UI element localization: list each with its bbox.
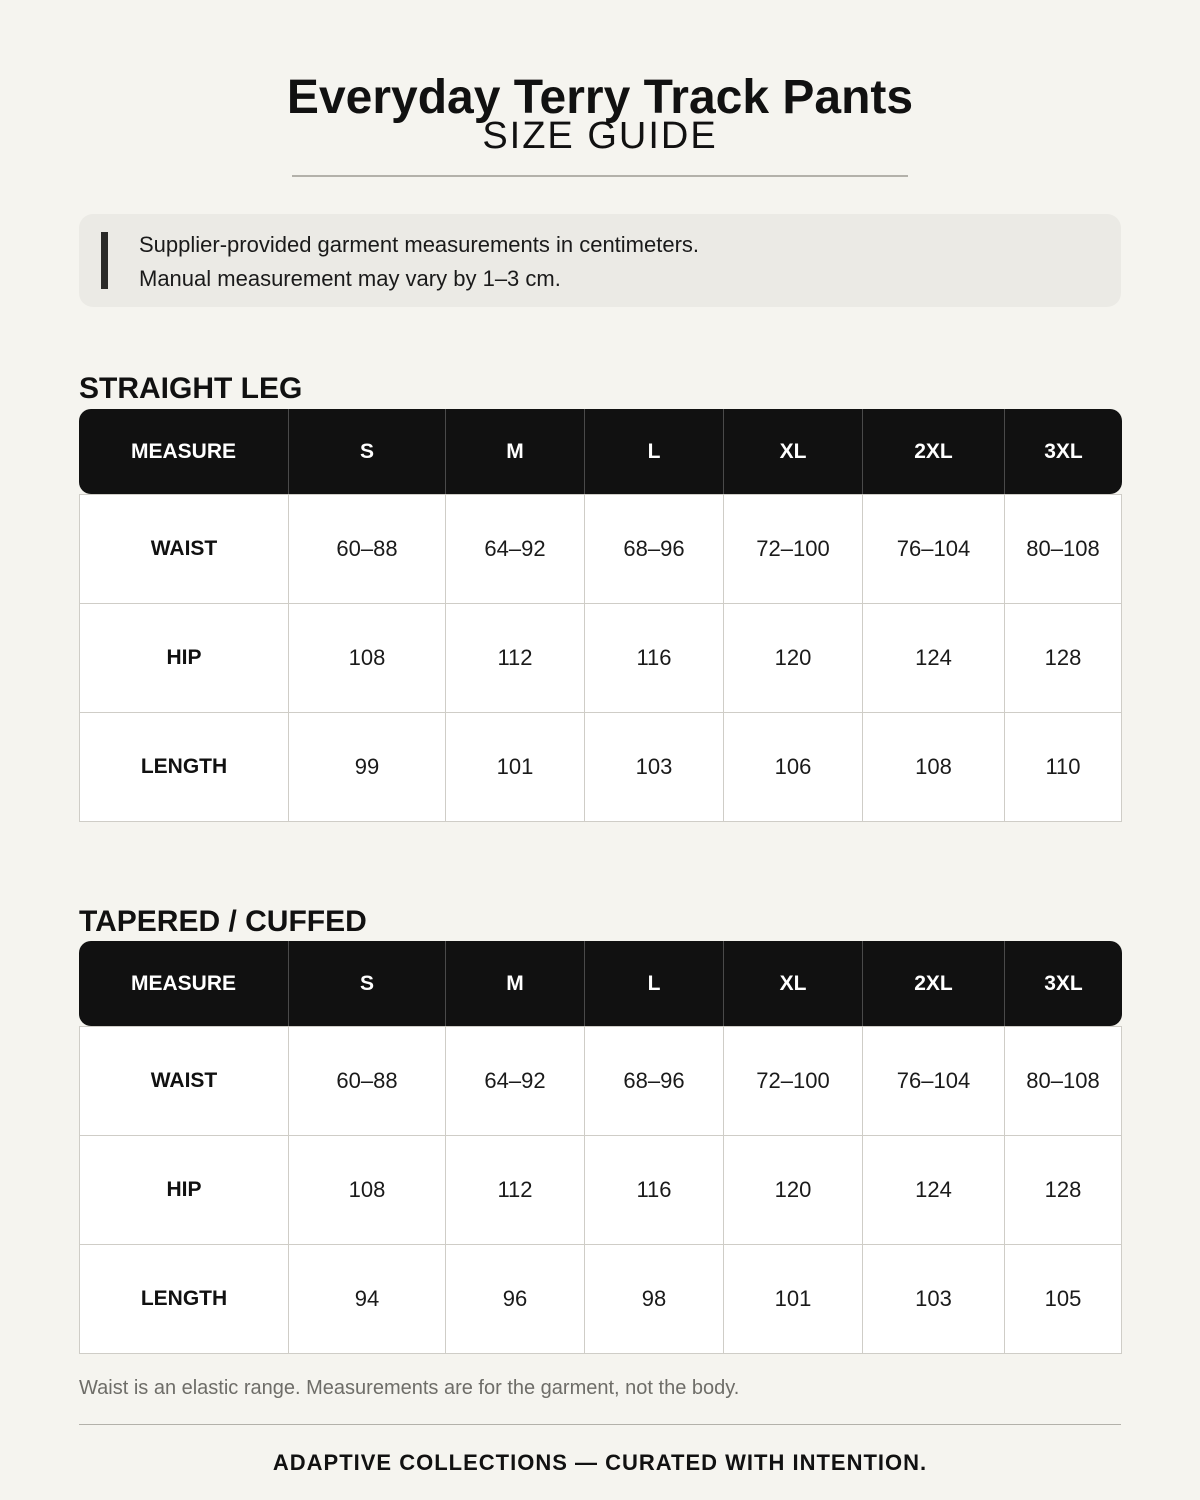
table-cell: 124 <box>863 604 1005 713</box>
table-row-waist <box>79 1026 1122 1136</box>
column-header-3xl: 3XL <box>1005 941 1122 1026</box>
row-label: HIP <box>79 604 289 713</box>
section-heading-tapered-cuffed: TAPERED / CUFFED <box>79 904 367 938</box>
column-header-l: L <box>585 941 724 1026</box>
page-subtitle: SIZE GUIDE <box>482 115 718 157</box>
table-cell: 94 <box>289 1245 446 1354</box>
column-header-s: S <box>289 941 446 1026</box>
table-cell: 103 <box>585 713 724 822</box>
table-cell: 76–104 <box>863 1026 1005 1136</box>
table-cell: 99 <box>289 713 446 822</box>
table-cell: 96 <box>446 1245 585 1354</box>
table-row-length <box>79 713 1122 822</box>
table-row-hip <box>79 1136 1122 1245</box>
column-header-m: M <box>446 409 585 494</box>
table-cell: 64–92 <box>446 1026 585 1136</box>
table-cell: 120 <box>724 1136 863 1245</box>
column-header-l: L <box>585 409 724 494</box>
footer-tagline: ADAPTIVE COLLECTIONS — CURATED WITH INTENTION. <box>272 1450 928 1475</box>
table-cell: 80–108 <box>1005 1026 1122 1136</box>
table-cell: 80–108 <box>1005 494 1122 604</box>
column-header-measure: MEASURE <box>79 409 289 494</box>
footer-divider <box>79 1424 1121 1425</box>
size-table-tapered-cuffed <box>79 941 1122 1354</box>
table-cell: 128 <box>1005 1136 1122 1245</box>
table-cell: 105 <box>1005 1245 1122 1354</box>
table-header-row <box>79 409 1122 494</box>
column-header-2xl: 2XL <box>863 941 1005 1026</box>
column-header-xl: XL <box>724 941 863 1026</box>
table-cell: 106 <box>724 713 863 822</box>
row-label: HIP <box>79 1136 289 1245</box>
table-cell: 110 <box>1005 713 1122 822</box>
table-cell: 76–104 <box>863 494 1005 604</box>
column-header-measure: MEASURE <box>79 941 289 1026</box>
table-cell: 108 <box>289 1136 446 1245</box>
note-accent-bar <box>101 232 108 289</box>
table-header-row <box>79 941 1122 1026</box>
title-divider <box>292 175 908 177</box>
column-header-xl: XL <box>724 409 863 494</box>
table-cell: 120 <box>724 604 863 713</box>
footnote: Waist is an elastic range. Measurements are for the garment, not the body. <box>79 1377 740 1399</box>
table-cell: 68–96 <box>585 494 724 604</box>
row-label: LENGTH <box>79 1245 289 1354</box>
table-cell: 60–88 <box>289 1026 446 1136</box>
table-cell: 68–96 <box>585 1026 724 1136</box>
note-line-1: Supplier-provided garment measurements in centimeters. <box>139 232 700 257</box>
measurement-note <box>79 214 1121 307</box>
table-cell: 72–100 <box>724 1026 863 1136</box>
column-header-m: M <box>446 941 585 1026</box>
row-label: WAIST <box>79 494 289 604</box>
table-cell: 112 <box>446 604 585 713</box>
table-row-length <box>79 1245 1122 1354</box>
column-header-s: S <box>289 409 446 494</box>
row-label: LENGTH <box>79 713 289 822</box>
column-header-2xl: 2XL <box>863 409 1005 494</box>
table-cell: 124 <box>863 1136 1005 1245</box>
table-cell: 60–88 <box>289 494 446 604</box>
table-cell: 101 <box>446 713 585 822</box>
table-cell: 116 <box>585 604 724 713</box>
row-label: WAIST <box>79 1026 289 1136</box>
table-cell: 72–100 <box>724 494 863 604</box>
table-cell: 98 <box>585 1245 724 1354</box>
page-title: Everyday Terry Track Pants <box>286 71 914 125</box>
table-cell: 108 <box>863 713 1005 822</box>
table-cell: 101 <box>724 1245 863 1354</box>
section-heading-straight-leg: STRAIGHT LEG <box>79 371 303 405</box>
size-table-straight-leg <box>79 409 1122 822</box>
table-cell: 112 <box>446 1136 585 1245</box>
note-line-2: Manual measurement may vary by 1–3 cm. <box>139 266 561 291</box>
table-row-hip <box>79 604 1122 713</box>
table-cell: 128 <box>1005 604 1122 713</box>
column-header-3xl: 3XL <box>1005 409 1122 494</box>
table-cell: 103 <box>863 1245 1005 1354</box>
table-cell: 116 <box>585 1136 724 1245</box>
table-cell: 64–92 <box>446 494 585 604</box>
table-cell: 108 <box>289 604 446 713</box>
table-row-waist <box>79 494 1122 604</box>
